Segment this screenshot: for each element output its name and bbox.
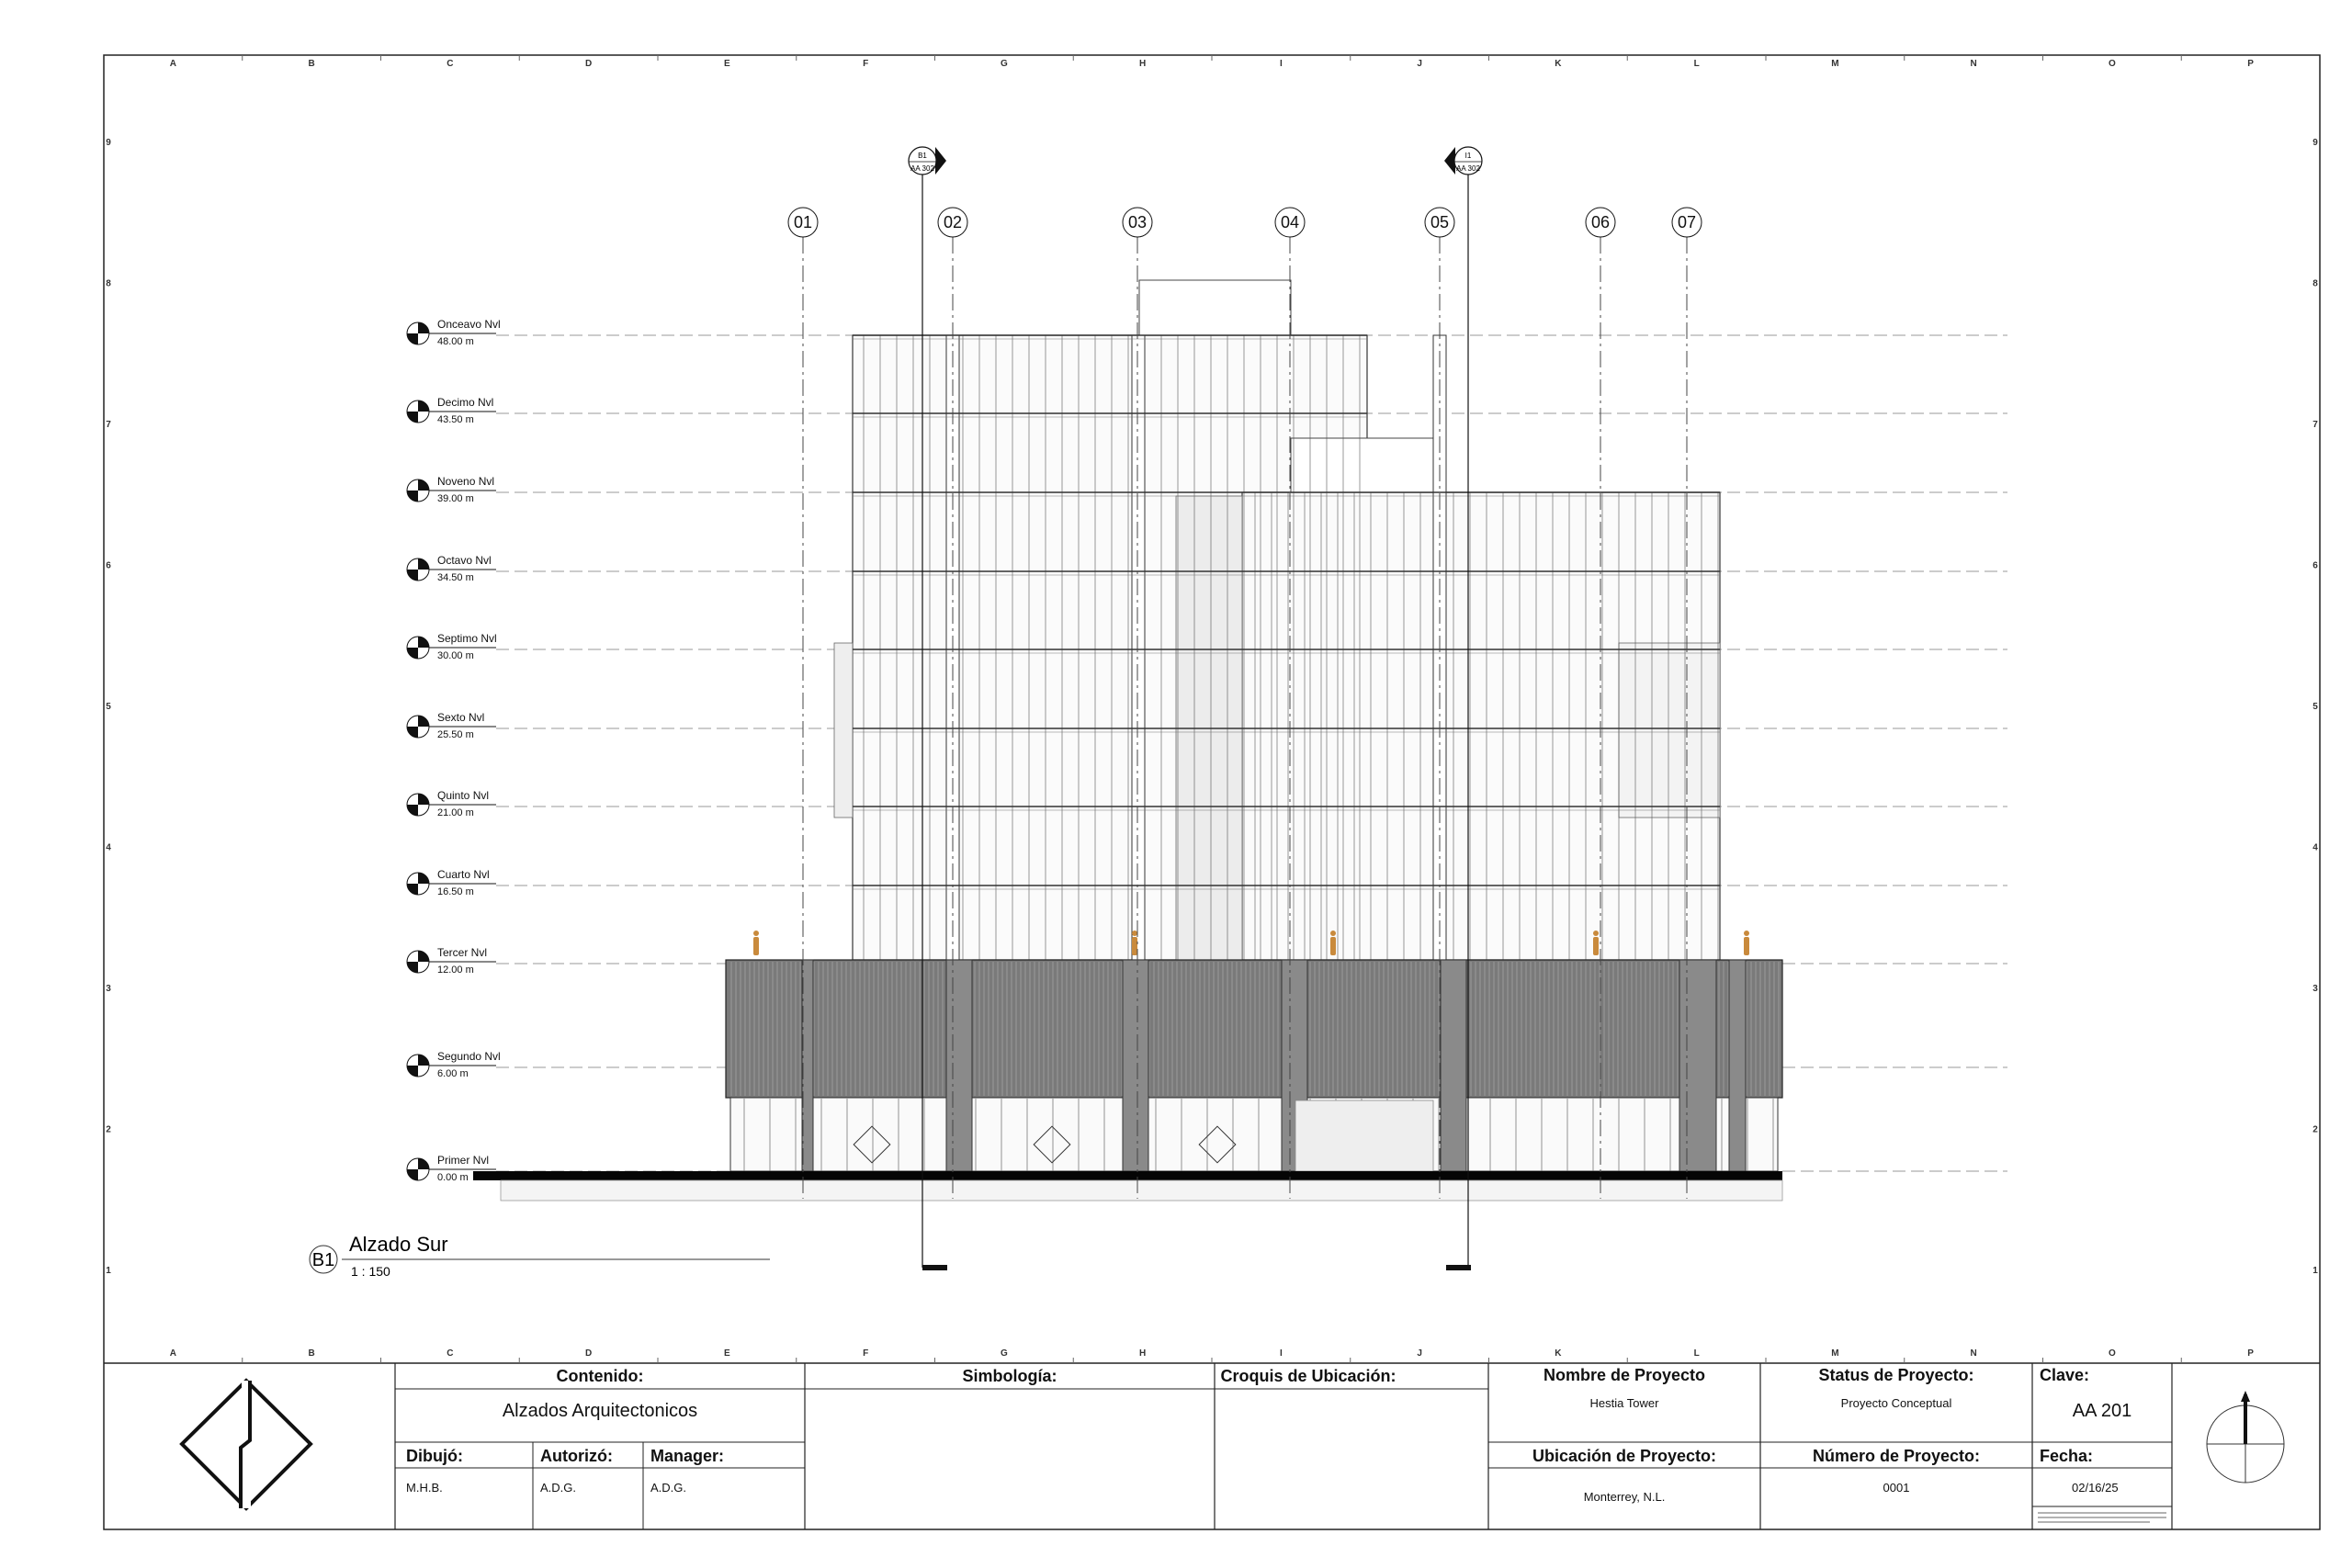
level-elevation: 25.50 m: [437, 729, 474, 740]
grid-number: 8: [2312, 278, 2318, 289]
level-elevation: 6.00 m: [437, 1068, 469, 1079]
grid-letter: A: [169, 59, 176, 69]
status-value: Proyecto Conceptual: [1840, 1396, 1952, 1410]
level-elevation: 34.50 m: [437, 572, 474, 583]
section-head-id: I1: [1464, 152, 1472, 160]
level-elevation: 30.00 m: [437, 650, 474, 661]
person-figure-head: [1330, 931, 1336, 936]
grid-letter: D: [585, 59, 593, 69]
grid-letter: M: [1831, 59, 1839, 69]
level-marker-quadrant: [407, 962, 418, 973]
section-head-id: B1: [918, 152, 927, 160]
side-panel-left: [834, 643, 853, 818]
ubicacion-value: Monterrey, N.L.: [1583, 1490, 1666, 1504]
manager-value: A.D.G.: [650, 1481, 687, 1495]
level-marker-quadrant: [418, 479, 429, 491]
clave-label: Clave:: [2040, 1366, 2090, 1384]
grid-letter: H: [1139, 59, 1147, 69]
grid-letter: B: [308, 59, 315, 69]
grid-letter: K: [1555, 1348, 1562, 1359]
grid-number: 2: [2312, 1124, 2318, 1135]
axis-label: 05: [1430, 213, 1450, 231]
elevation-drawing: [310, 147, 2007, 1279]
level-marker-quadrant: [407, 1169, 418, 1180]
person-figure-head: [1593, 931, 1599, 936]
level-marker-quadrant: [407, 648, 418, 659]
axis-label: 03: [1127, 213, 1148, 231]
grid-letter: F: [863, 59, 869, 69]
level-marker-quadrant: [407, 570, 418, 581]
grid-letter: I: [1279, 59, 1283, 69]
ground-floor-mullions: [744, 1099, 1773, 1171]
level-marker-quadrant: [407, 412, 418, 423]
grid-number: 6: [2312, 560, 2318, 571]
fecha-label: Fecha:: [2040, 1447, 2094, 1465]
grid-number: 3: [106, 984, 111, 994]
level-marker-quadrant: [407, 727, 418, 738]
grid-number: 4: [106, 842, 111, 853]
section-head-arrow: [1444, 147, 1455, 175]
level-marker-quadrant: [418, 716, 429, 727]
facade-column: [1132, 335, 1145, 960]
level-marker-quadrant: [407, 491, 418, 502]
level-name: Tercer Nvl: [437, 946, 488, 959]
grid-letter: I: [1279, 1348, 1283, 1359]
north-arrow-icon: [2207, 1391, 2284, 1483]
level-name: Quinto Nvl: [437, 789, 490, 802]
level-elevation: 39.00 m: [437, 493, 474, 504]
grid-letter: O: [2108, 59, 2116, 69]
axis-label: 01: [793, 213, 813, 231]
grid-letter: J: [1417, 59, 1422, 69]
grid-letter: P: [2247, 59, 2254, 69]
grid-number: 3: [2312, 984, 2318, 994]
podium-column: [1123, 960, 1148, 1171]
podium-column: [802, 960, 813, 1171]
view-title: [310, 1233, 770, 1279]
grid-letter: B: [308, 1348, 315, 1359]
grid-number: 7: [2312, 420, 2318, 430]
level-name: Octavo Nvl: [437, 554, 492, 567]
site-ground: [501, 1180, 1782, 1201]
manager-label: Manager:: [650, 1447, 725, 1465]
section-end-mark: [1446, 1265, 1471, 1270]
grid-letter: L: [1693, 59, 1700, 69]
person-figure-body: [1744, 937, 1749, 955]
level-marker-quadrant: [418, 873, 429, 884]
grid-letter: G: [1000, 1348, 1008, 1359]
contenido-label: Contenido:: [556, 1367, 644, 1385]
side-panel-right: [1619, 643, 1720, 818]
view-title-text: Alzado Sur: [349, 1233, 448, 1256]
section-head-arrow: [935, 147, 946, 175]
grid-letter: N: [1970, 1348, 1977, 1359]
level-name: Segundo Nvl: [437, 1050, 501, 1063]
axis-label: 06: [1590, 213, 1611, 231]
grid-number: 2: [106, 1124, 111, 1135]
simbologia-label: Simbología:: [962, 1367, 1057, 1385]
dibujo-label: Dibujó:: [406, 1447, 463, 1465]
autorizo-value: A.D.G.: [540, 1481, 577, 1495]
grid-letter: P: [2247, 1348, 2254, 1359]
level-marker-quadrant: [407, 333, 418, 344]
person-figure-head: [753, 931, 759, 936]
level-marker-quadrant: [407, 884, 418, 895]
section-end-mark: [922, 1265, 947, 1270]
grid-letter: H: [1139, 1348, 1147, 1359]
numero-label: Número de Proyecto:: [1812, 1447, 1981, 1465]
grid-number: 5: [106, 702, 111, 712]
level-marker-quadrant: [418, 400, 429, 412]
level-elevation: 12.00 m: [437, 964, 474, 976]
grid-letter: E: [724, 1348, 730, 1359]
status-label: Status de Proyecto:: [1818, 1366, 1974, 1384]
tower-curtain-wall: [834, 280, 1720, 967]
grid-letter: N: [1970, 59, 1977, 69]
tower-crown-box: [1139, 280, 1291, 335]
croquis-label: Croquis de Ubicación:: [1220, 1367, 1396, 1385]
section-head-sheet: AA 302: [910, 164, 934, 173]
grid-letter: M: [1831, 1348, 1839, 1359]
grid-letter: F: [863, 1348, 869, 1359]
grid-number: 4: [2312, 842, 2318, 853]
level-markers: [407, 318, 501, 1183]
disclaimer-fine-print: [2038, 1513, 2166, 1522]
level-marker-quadrant: [418, 1055, 429, 1066]
person-figure-body: [1132, 937, 1137, 955]
level-name: Septimo Nvl: [437, 632, 497, 645]
grid-letter: L: [1693, 1348, 1700, 1359]
grid-number: 1: [2312, 1266, 2318, 1276]
level-marker-quadrant: [418, 322, 429, 333]
level-marker-quadrant: [418, 951, 429, 962]
axis-label: 02: [943, 213, 963, 231]
level-marker-quadrant: [418, 794, 429, 805]
grid-number: 8: [106, 278, 111, 289]
level-marker-quadrant: [407, 805, 418, 816]
grid-letter: J: [1417, 1348, 1422, 1359]
level-name: Cuarto Nvl: [437, 868, 490, 881]
level-name: Sexto Nvl: [437, 711, 485, 724]
podium-column: [946, 960, 972, 1171]
contenido-value: Alzados Arquitectonicos: [502, 1401, 698, 1421]
grid-number: 1: [106, 1266, 111, 1276]
person-figure-head: [1132, 931, 1137, 936]
tower-setback-box: [1291, 438, 1440, 492]
nombre-label: Nombre de Proyecto: [1543, 1366, 1706, 1384]
clave-value: AA 201: [2072, 1401, 2132, 1421]
level-elevation: 43.50 m: [437, 414, 474, 425]
grid-number: 5: [2312, 702, 2318, 712]
podium-column: [1679, 960, 1716, 1171]
level-name: Noveno Nvl: [437, 475, 495, 488]
section-head-sheet: AA 302: [1456, 164, 1480, 173]
grid-number: 7: [106, 420, 111, 430]
podium-column: [1441, 960, 1466, 1171]
ground-slab: [473, 1171, 1782, 1180]
grid-number: 6: [106, 560, 111, 571]
person-figure-body: [1330, 937, 1336, 955]
podium-screen: [726, 960, 1782, 1098]
grid-letter: D: [585, 1348, 593, 1359]
level-marker-quadrant: [418, 1158, 429, 1169]
grid-letter: A: [169, 1348, 176, 1359]
level-elevation: 0.00 m: [437, 1172, 469, 1183]
autorizo-label: Autorizó:: [540, 1447, 613, 1465]
ubicacion-label: Ubicación de Proyecto:: [1532, 1447, 1717, 1465]
grid-letter: O: [2108, 1348, 2116, 1359]
title-block: [182, 1363, 2284, 1529]
person-figure-body: [1593, 937, 1599, 955]
view-scale: 1 : 150: [351, 1264, 390, 1279]
podium-column: [1729, 960, 1746, 1171]
ground-floor-glazing: [730, 1098, 1778, 1171]
level-marker-quadrant: [407, 1066, 418, 1077]
entrance-void: [1295, 1100, 1433, 1171]
nombre-value: Hestia Tower: [1589, 1396, 1659, 1410]
level-name: Decimo Nvl: [437, 396, 494, 409]
numero-value: 0001: [1883, 1481, 1910, 1495]
grid-letter: G: [1000, 59, 1008, 69]
grid-number: 9: [2312, 138, 2318, 148]
level-elevation: 21.00 m: [437, 807, 474, 818]
level-name: Primer Nvl: [437, 1154, 489, 1167]
axis-label: 04: [1280, 213, 1300, 231]
grid-number: 9: [106, 138, 111, 148]
level-marker-quadrant: [418, 558, 429, 570]
company-logo: [182, 1381, 311, 1508]
grid-letter: C: [447, 1348, 454, 1359]
dibujo-value: M.H.B.: [406, 1481, 443, 1495]
person-figure-head: [1744, 931, 1749, 936]
axis-label: 07: [1677, 213, 1697, 231]
level-elevation: 48.00 m: [437, 336, 474, 347]
person-figure-body: [753, 937, 759, 955]
fecha-value: 02/16/25: [2072, 1481, 2119, 1495]
podium: [473, 960, 1782, 1201]
view-id: B1: [311, 1250, 335, 1270]
grid-letter: E: [724, 59, 730, 69]
grid-letter: K: [1555, 59, 1562, 69]
level-marker-quadrant: [418, 637, 429, 648]
level-elevation: 16.50 m: [437, 886, 474, 897]
level-name: Onceavo Nvl: [437, 318, 501, 331]
grid-letter: C: [447, 59, 454, 69]
